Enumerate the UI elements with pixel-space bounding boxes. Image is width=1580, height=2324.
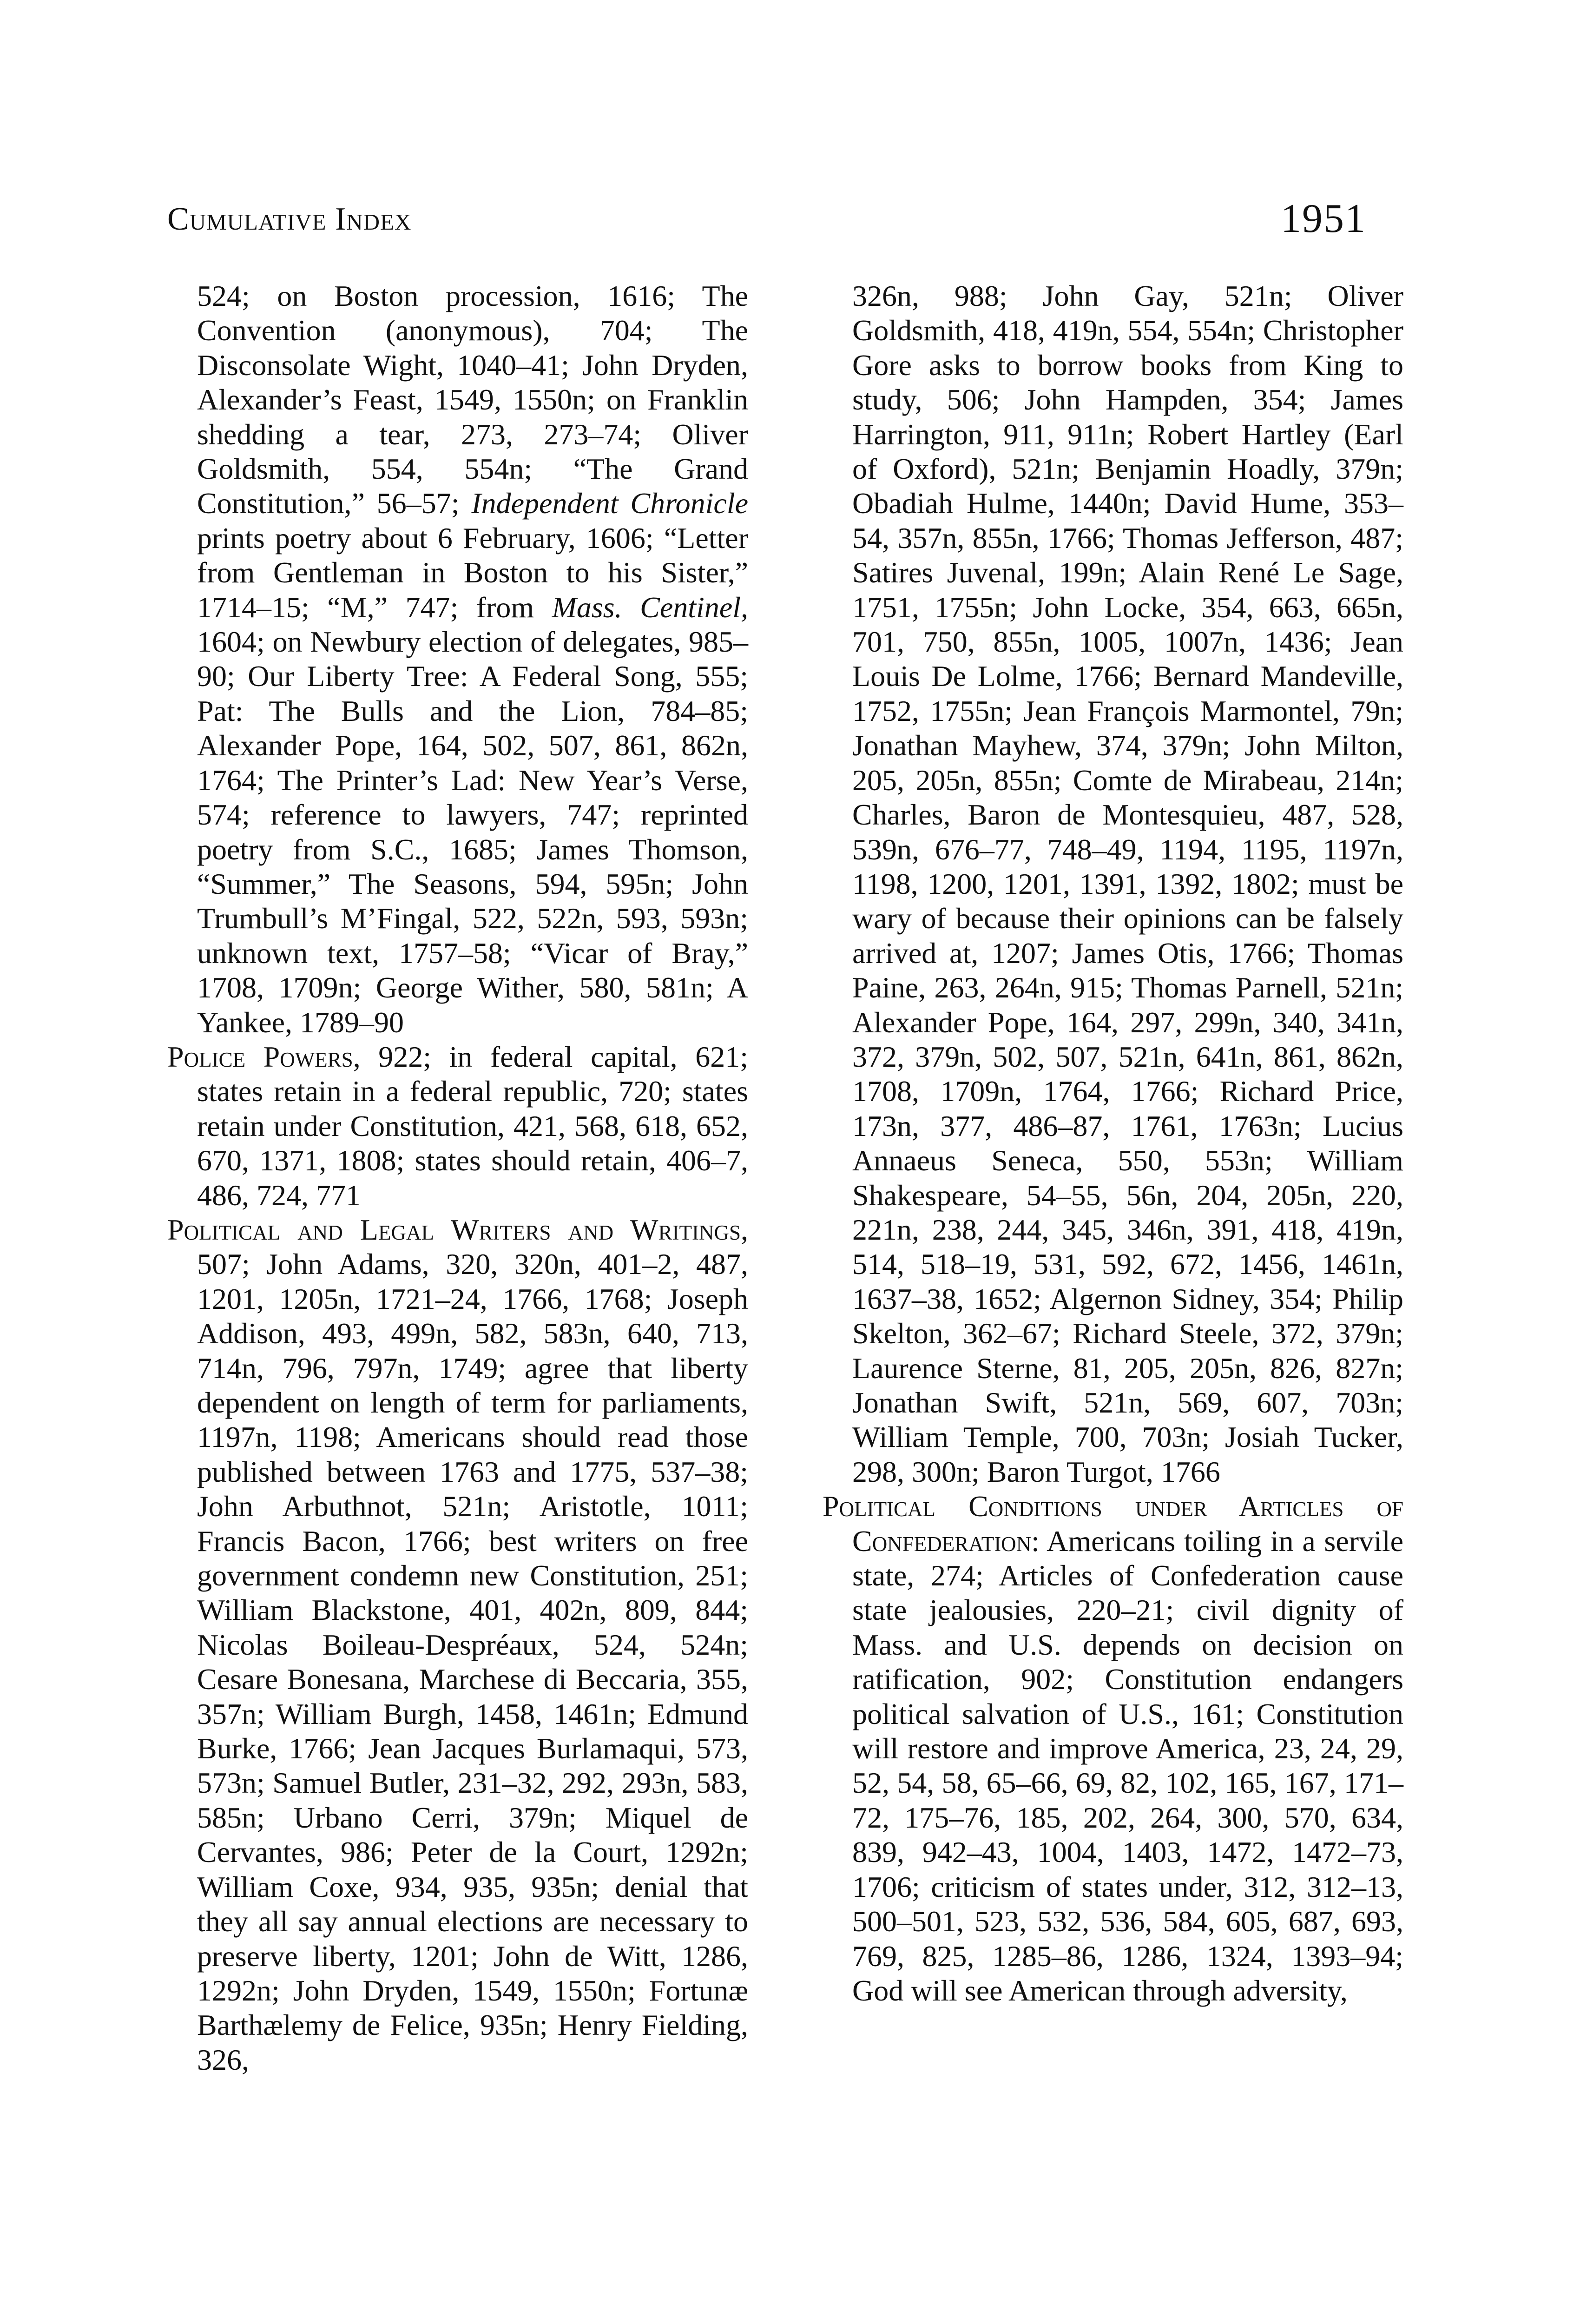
entry-headword: Police Powers, <box>167 1040 361 1073</box>
entry-text: 922; in federal capital, 621; states retain in a federal republic, 720; states retain under Constitution, 421, 568, 618, 652, 670, 1371, 1808; states should retain, 406–7, 486, 724, 771 <box>197 1040 748 1212</box>
index-entry-political-conditions <box>823 1489 1403 2008</box>
index-entry-continued <box>167 279 748 1040</box>
entry-italic-title: Independent Chronicle <box>471 487 749 520</box>
page-header <box>167 195 1366 251</box>
entry-headword: Political and Legal Writers and Writings, <box>167 1213 748 1246</box>
entry-text: Americans toiling in a servile state, 274; Articles of Confederation cause state jealousies, 220–21; civil dignity of Mass. and U.S. depends on decision on ratification, 902; Constitution endangers political salvation of U.S., 161; Constitution will restore and improve America, 23, 24, 29, 52, 54, 58, 65–66, 69, 82, 102, 165, 167, 171–72, 175–76, 185, 202, 264, 300, 570, 634, 839, 942–43, 1004, 1403, 1472, 1472–73, 1706; criticism of states under, 312, 312–13, 500–501, 523, 532, 536, 584, 605, 687, 693, 769, 825, 1285–86, 1286, 1324, 1393–94; God will see American through adversity, <box>852 1524 1403 2007</box>
page-number: 1951 <box>1281 196 1366 241</box>
right-column <box>823 279 1403 2008</box>
left-column <box>167 279 748 2077</box>
entry-text: 524; on Boston procession, 1616; The Convention (anonymous), 704; The Disconsolate Wight, 1040–41; John Dryden, Alexander’s Feast, 1549, 1550n; on Franklin shedding a tear, 273, 273–74; Oliver Goldsmith, 554, 554n; “The Grand Constitution,” 56–57; <box>197 279 748 520</box>
entry-text: 326n, 988; John Gay, 521n; Oliver Goldsmith, 418, 419n, 554, 554n; Christopher Gore asks to borrow books from King to study, 506; John Hampden, 354; James Harrington, 911, 911n; Robert Hartley (Earl of Oxford), 521n; Benjamin Hoadly, 379n; Obadiah Hulme, 1440n; David Hume, 353–54, 357n, 855n, 1766; Thomas Jefferson, 487; Satires Juvenal, 199n; Alain René Le Sage, 1751, 1755n; John Locke, 354, 663, 665n, 701, 750, 855n, 1005, 1007n, 1436; Jean Louis De Lolme, 1766; Bernard Mandeville, 1752, 1755n; Jean François Marmontel, 79n; Jonathan Mayhew, 374, 379n; John Milton, 205, 205n, 855n; Comte de Mirabeau, 214n; Charles, Baron de Montesquieu, 487, 528, 539n, 676–77, 748–49, 1194, 1195, 1197n, 1198, 1200, 1201, 1391, 1392, 1802; must be wary of because their opinions can be falsely arrived at, 1207; James Otis, 1766; Thomas Paine, 263, 264n, 915; Thomas Parnell, 521n; Alexander Pope, 164, 297, 299n, 340, 341n, 372, 379n, 502, 507, 521n, 641n, 861, 862n, 1708, 1709n, 1764, 1766; Richard Price, 173n, 377, 486–87, 1761, 1763n; Lucius Annaeus Seneca, 550, 553n; William Shakespeare, 54–55, 56n, 204, 205n, 220, 221n, 238, 244, 345, 346n, 391, 418, 419n, 514, 518–19, 531, 592, 672, 1456, 1461n, 1637–38, 1652; Algernon Sidney, 354; Philip Skelton, 362–67; Richard Steele, 372, 379n; Laurence Sterne, 81, 205, 205n, 826, 827n; Jonathan Swift, 521n, 569, 607, 703n; William Temple, 700, 703n; Josiah Tucker, 298, 300n; Baron Turgot, 1766 <box>852 279 1403 1488</box>
index-entry-police-powers <box>167 1040 748 1213</box>
index-entry-political-writers <box>167 1213 748 2077</box>
entry-text: 507; John Adams, 320, 320n, 401–2, 487, 1201, 1205n, 1721–24, 1766, 1768; Joseph Addison, 493, 499n, 582, 583n, 640, 713, 714n, 796, 797n, 1749; agree that liberty dependent on length of term for parliaments, 1197n, 1198; Americans should read those published between 1763 and 1775, 537–38; John Arbuthnot, 521n; Aristotle, 1011; Francis Bacon, 1766; best writers on free government condemn new Constitution, 251; William Blackstone, 401, 402n, 809, 844; Nicolas Boileau-Despréaux, 524, 524n; Cesare Bonesana, Marchese di Beccaria, 355, 357n; William Burgh, 1458, 1461n; Edmund Burke, 1766; Jean Jacques Burlamaqui, 573, 573n; Samuel Butler, 231–32, 292, 293n, 583, 585n; Urbano Cerri, 379n; Miquel de Cervantes, 986; Peter de la Court, 1292n; William Coxe, 934, 935, 935n; denial that they all say annual elections are necessary to preserve liberty, 1201; John de Witt, 1286, 1292n; John Dryden, 1549, 1550n; Fortunæ Barthælemy de Felice, 935n; Henry Fielding, 326, <box>197 1248 748 2076</box>
index-entry-continued <box>823 279 1403 1489</box>
entry-italic-title: Mass. Centinel, <box>552 590 748 624</box>
entry-text: prints poetry about 6 February, 1606; “Letter from Gentleman in Boston to his Sister,” 1714–15; “M,” 747; from <box>197 521 748 624</box>
entry-headword: Political Conditions under Articles of Confederation: <box>823 1490 1403 1558</box>
running-head: Cumulative Index <box>167 201 412 237</box>
entry-text: 1604; on Newbury election of delegates, 985–90; Our Liberty Tree: A Federal Song, 555; Pat: The Bulls and the Lion, 784–85; Alexander Pope, 164, 502, 507, 861, 862n, 1764; The Printer’s Lad: New Year’s Verse, 574; reference to lawyers, 747; reprinted poetry from S.C., 1685; James Thomson, “Summer,” The Seasons, 594, 595n; John Trumbull’s M’Fingal, 522, 522n, 593, 593n; unknown text, 1757–58; “Vicar of Bray,” 1708, 1709n; George Wither, 580, 581n; A Yankee, 1789–90 <box>197 625 748 1039</box>
